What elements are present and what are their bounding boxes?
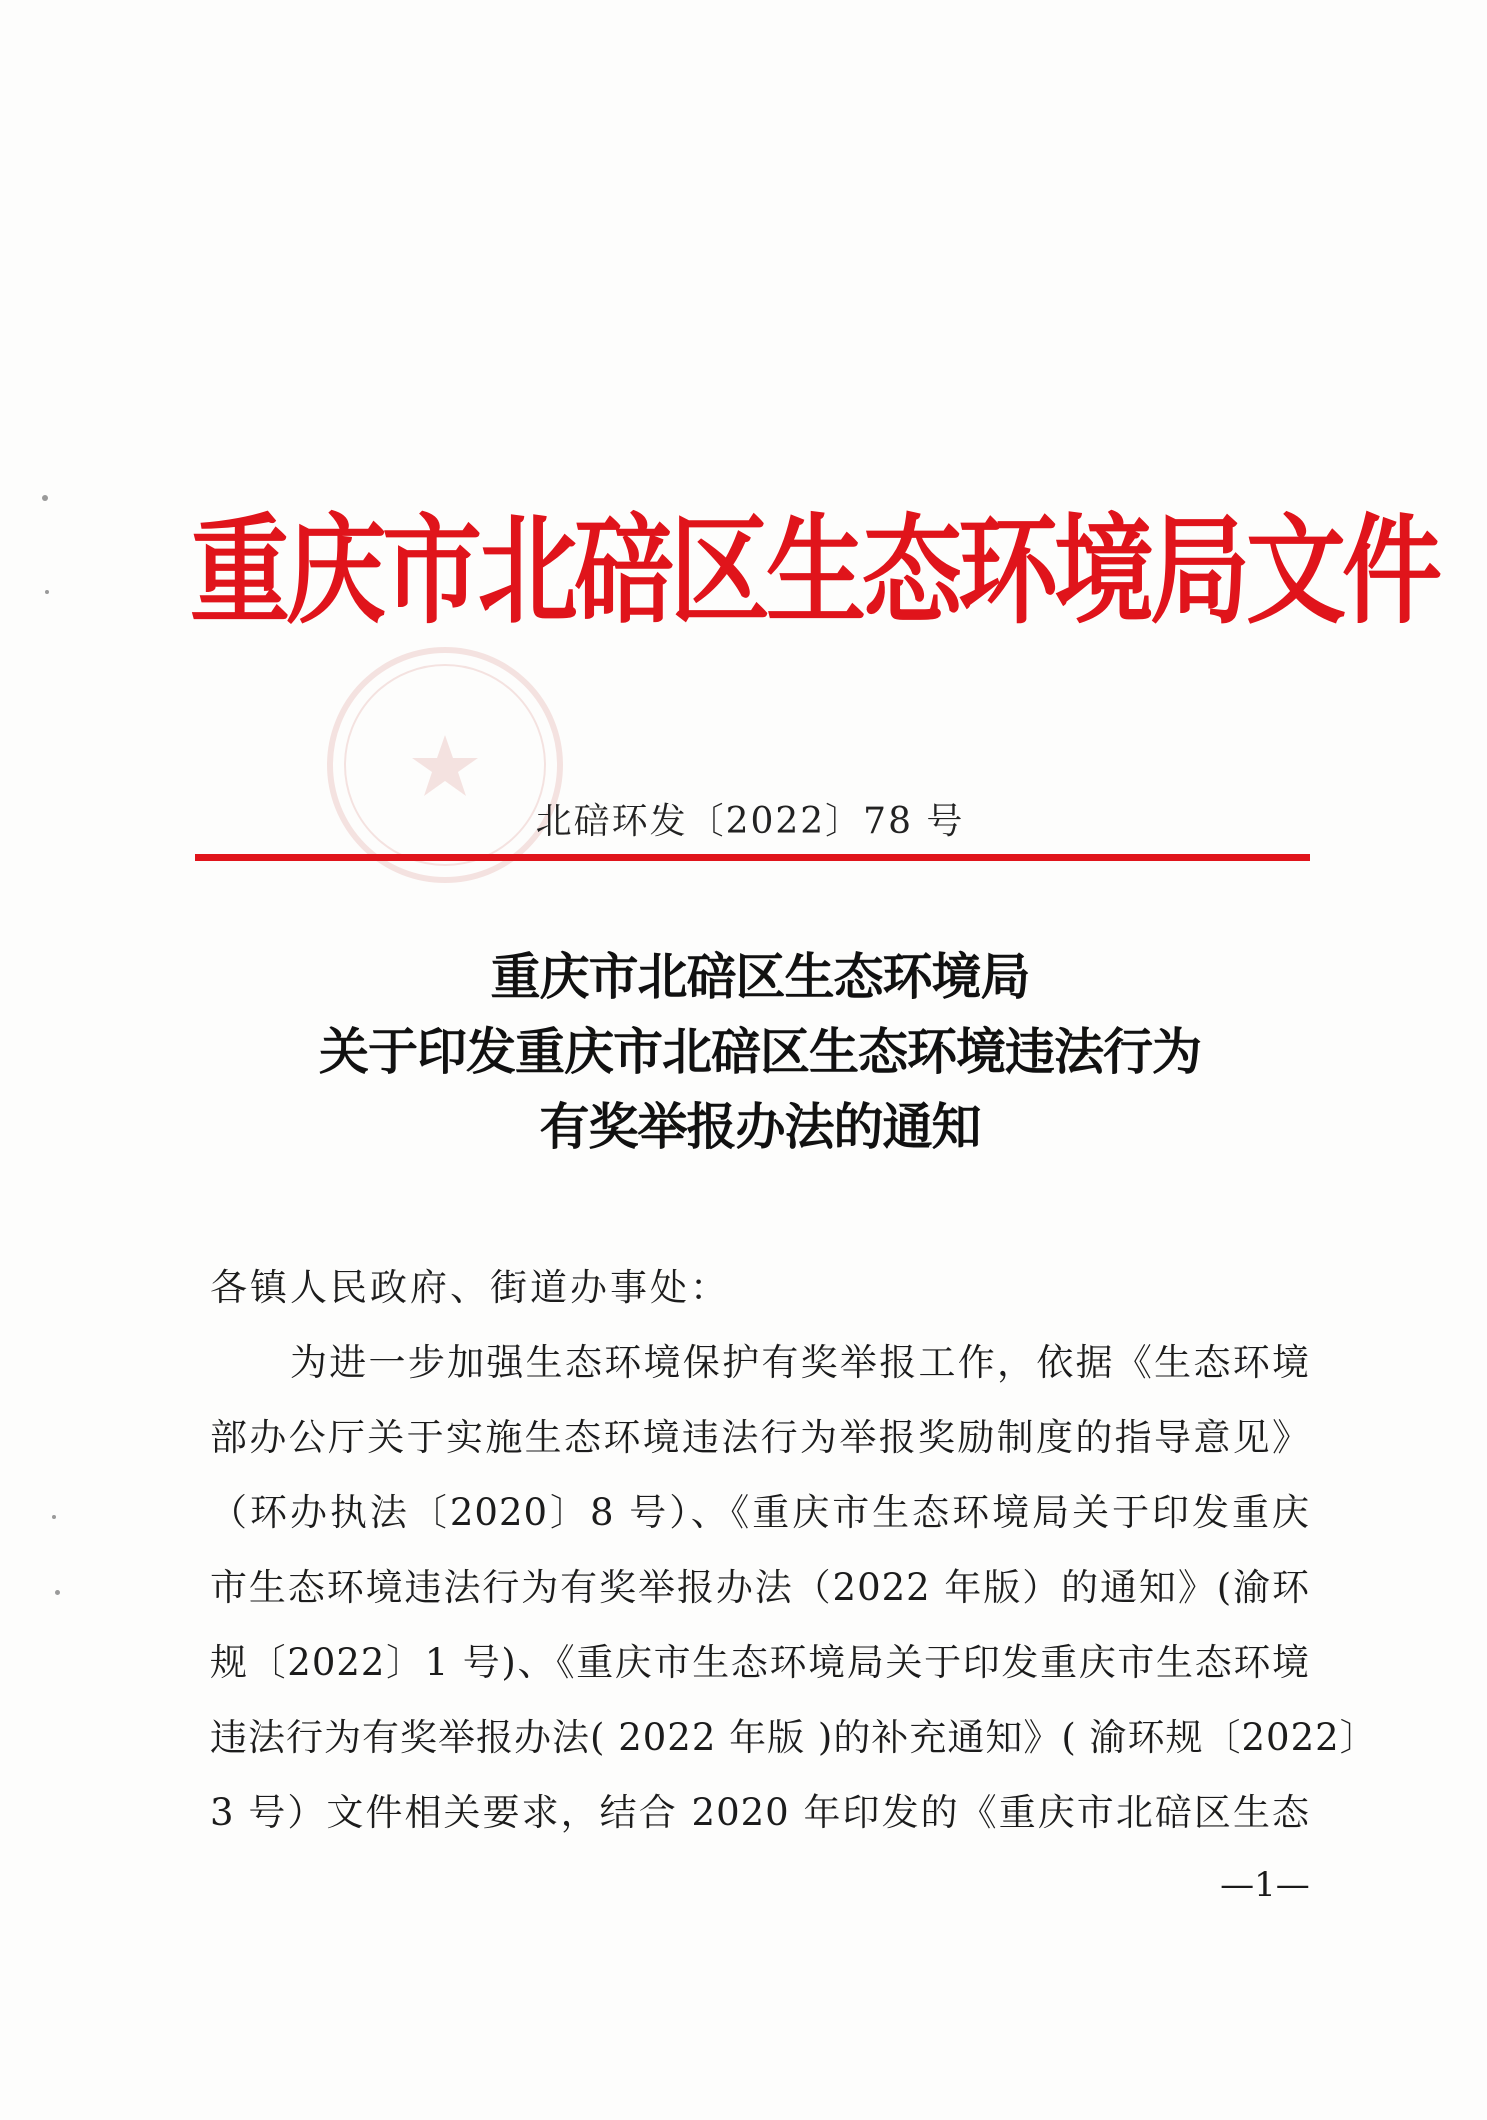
body-text bbox=[210, 1250, 1378, 1850]
paragraph-line: 市生态环境违法行为有奖举报办法（2022 年版）的通知》(渝环 bbox=[210, 1566, 1310, 1609]
scan-speck bbox=[42, 495, 48, 501]
paragraph-line: （环办执法〔2020〕8 号）、《重庆市生态环境局关于印发重庆 bbox=[210, 1491, 1310, 1534]
red-divider-line bbox=[195, 854, 1310, 861]
page-number: —1— bbox=[1220, 1865, 1310, 1905]
title-line: 关于印发重庆市北碚区生态环境违法行为 bbox=[319, 1023, 1201, 1081]
notice-title bbox=[150, 940, 1370, 1165]
paragraph-line: 违法行为有奖举报办法( 2022 年版 )的补充通知》( 渝环规〔2022〕 bbox=[210, 1716, 1378, 1759]
paragraph-line: 规〔2022〕1 号)、《重庆市生态环境局关于印发重庆市生态环境 bbox=[210, 1641, 1310, 1684]
paragraph-line: 部办公厅关于实施生态环境违法行为举报奖励制度的指导意见》 bbox=[210, 1416, 1310, 1459]
official-seal-imprint bbox=[320, 640, 570, 890]
paragraph-line: 为进一步加强生态环境保护有奖举报工作，依据《生态环境 bbox=[290, 1341, 1310, 1384]
scan-speck bbox=[52, 1515, 56, 1519]
title-line: 重庆市北碚区生态环境局 bbox=[490, 948, 1030, 1006]
scan-speck bbox=[55, 1590, 60, 1595]
salutation: 各镇人民政府、街道办事处： bbox=[210, 1266, 730, 1309]
document-number: 北碚环发〔2022〕78 号 bbox=[535, 801, 965, 842]
scan-speck bbox=[45, 590, 49, 594]
title-line: 有奖举报办法的通知 bbox=[539, 1098, 981, 1156]
paragraph-line: 3 号）文件相关要求，结合 2020 年印发的《重庆市北碚区生态 bbox=[210, 1791, 1310, 1834]
issuer-header-title: 重庆市北碚区生态环境局文件 bbox=[190, 501, 1438, 641]
